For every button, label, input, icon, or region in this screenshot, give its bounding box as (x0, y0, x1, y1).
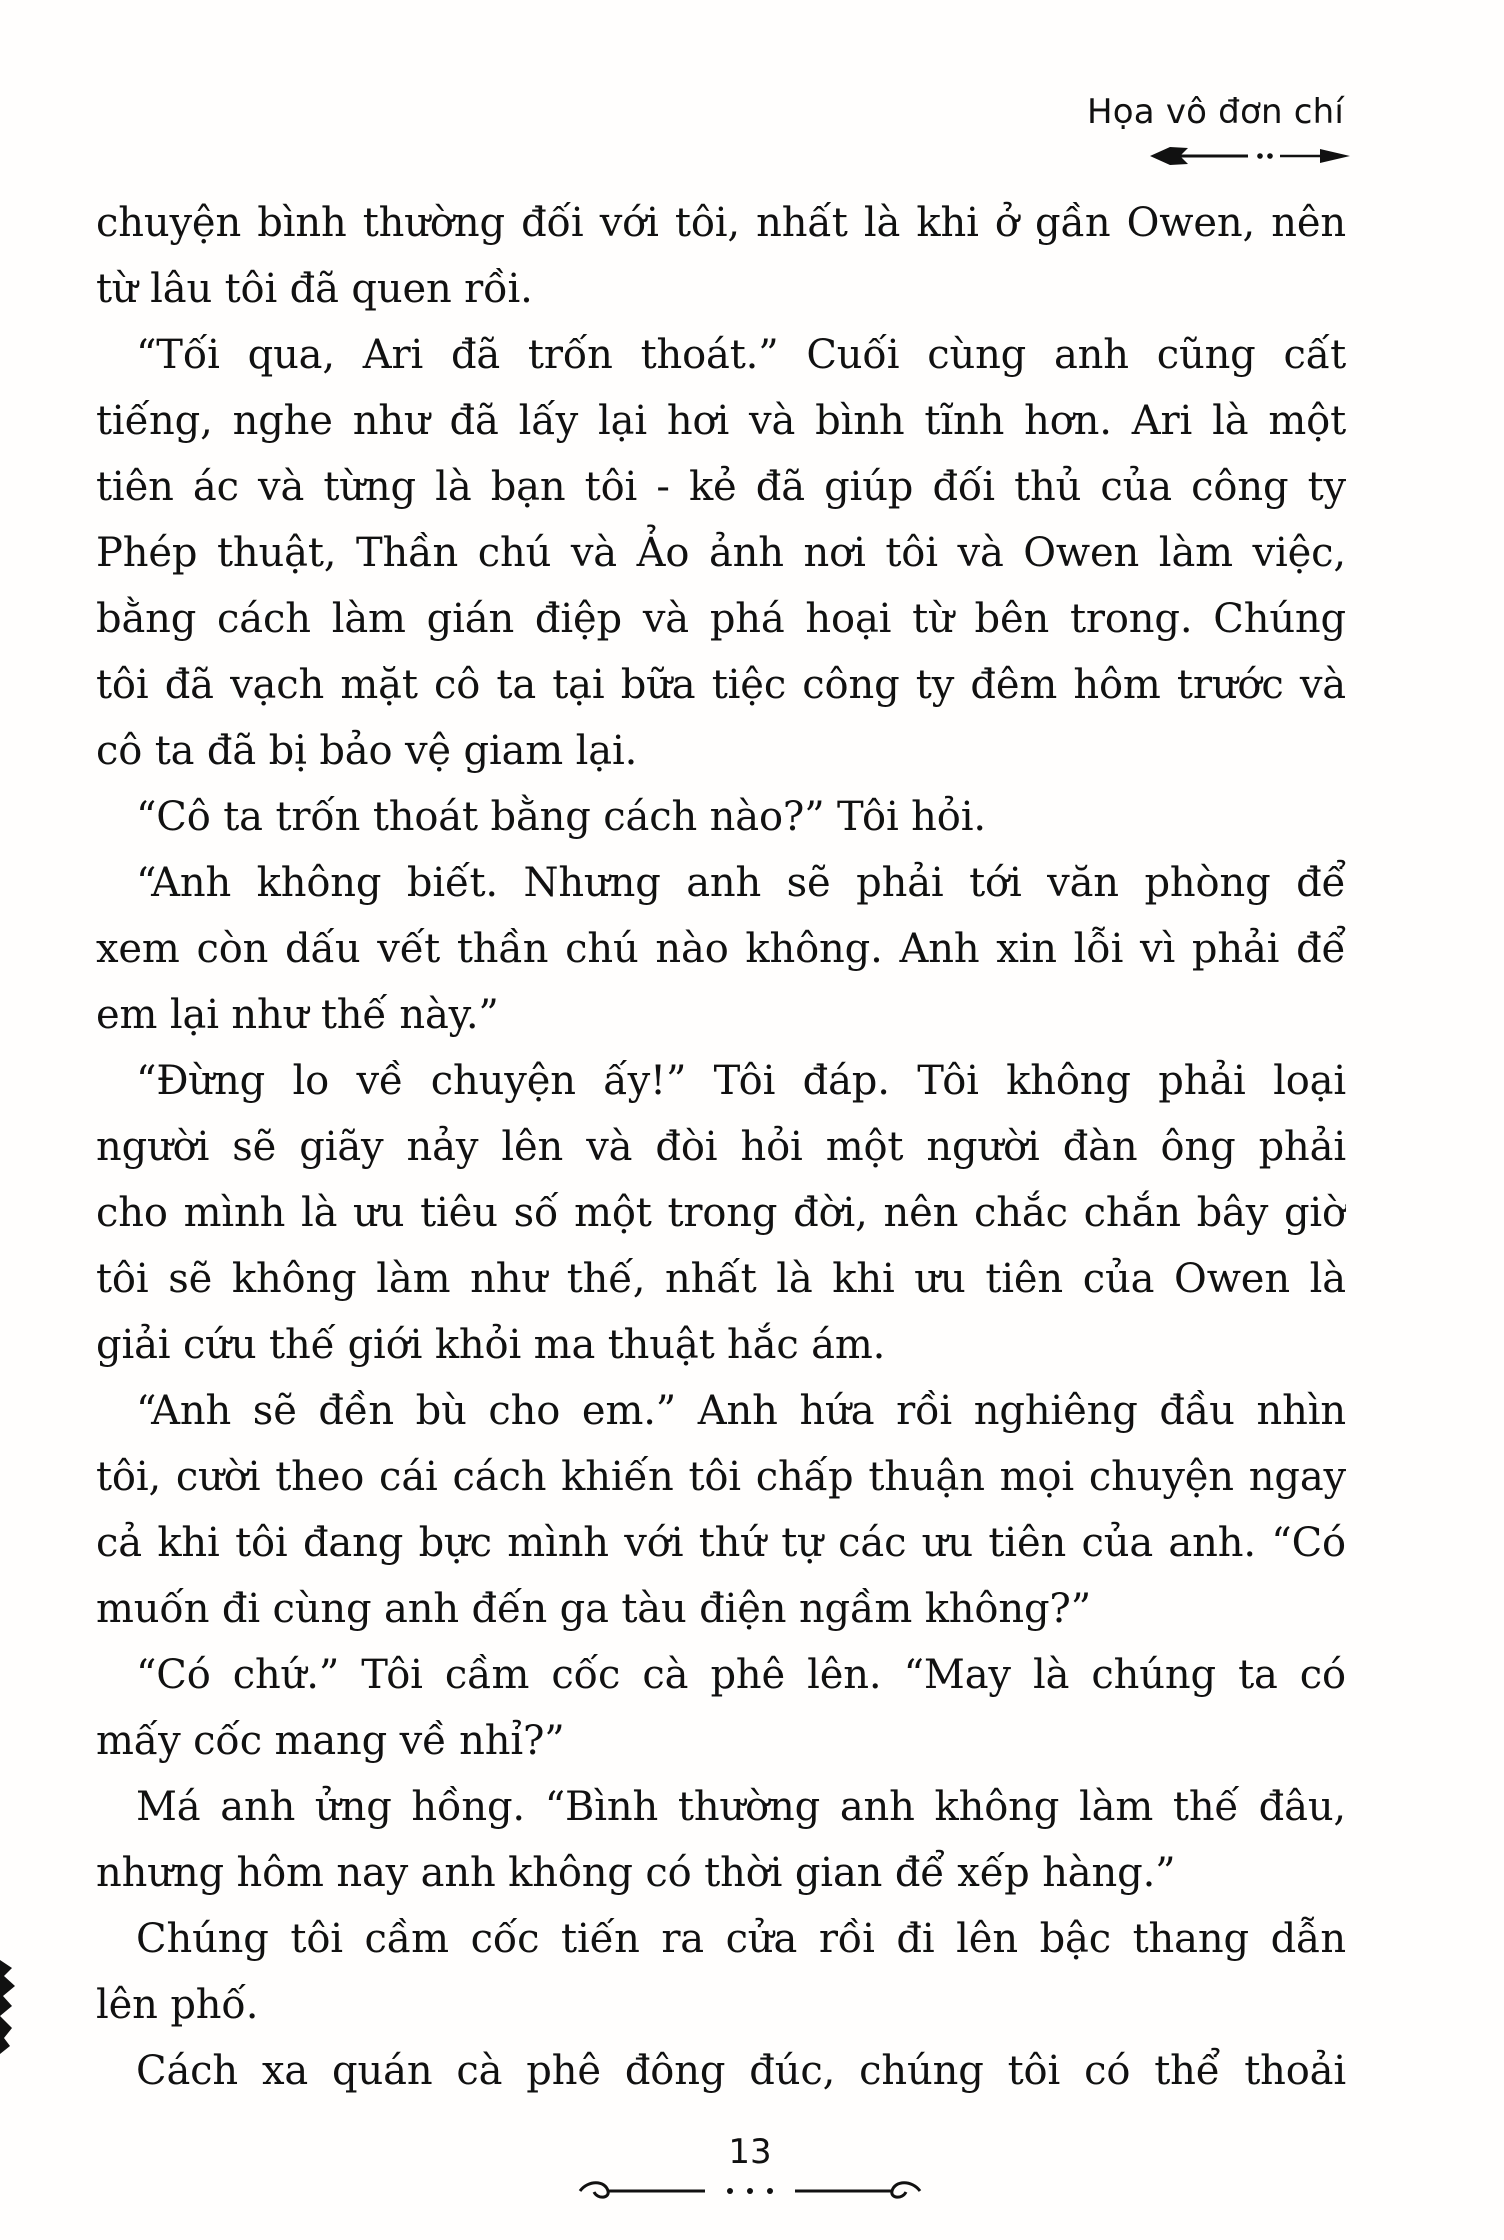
text-line: em lại như thế này.” (96, 992, 499, 1038)
text-line: mấy cốc mang về nhỉ?” (96, 1718, 565, 1764)
text-line: “Đừng lo về chuyện ấy!” Tôi đáp. Tôi không phải loại (136, 1058, 1346, 1104)
text-line: Phép thuật, Thần chú và Ảo ảnh nơi tôi và Owen làm việc, (96, 530, 1346, 576)
text-line: “Tối qua, Ari đã trốn thoát.” Cuối cùng anh cũng cất (136, 332, 1346, 378)
page-footer (500, 2132, 1000, 2222)
paragraph (96, 190, 1346, 322)
text-line: nhưng hôm nay anh không có thời gian để xếp hàng.” (96, 1850, 1176, 1896)
paragraph (96, 1048, 1346, 1378)
text-line: tiên ác và từng là bạn tôi - kẻ đã giúp đối thủ của công ty (96, 464, 1346, 510)
paragraph (96, 1906, 1346, 2038)
paragraph (96, 1774, 1346, 1906)
body-text (96, 190, 1346, 2110)
paragraph (96, 850, 1346, 1048)
text-line: Cách xa quán cà phê đông đúc, chúng tôi có thể thoải (136, 2048, 1346, 2094)
scroll-dots-divider-icon (570, 2176, 930, 2202)
running-header (994, 92, 1354, 182)
text-line: “Có chứ.” Tôi cầm cốc cà phê lên. “May là chúng ta có (136, 1652, 1346, 1698)
paragraph (96, 322, 1346, 784)
running-title: Họa vô đơn chí (1087, 92, 1344, 132)
text-line: giải cứu thế giới khỏi ma thuật hắc ám. (96, 1322, 886, 1368)
text-line: tôi, cười theo cái cách khiến tôi chấp thuận mọi chuyện ngay (96, 1454, 1346, 1500)
text-line: chuyện bình thường đối với tôi, nhất là khi ở gần Owen, nên (96, 200, 1346, 246)
text-line: tiếng, nghe như đã lấy lại hơi và bình tĩnh hơn. Ari là một (96, 398, 1346, 444)
text-line: cô ta đã bị bảo vệ giam lại. (96, 728, 638, 774)
paragraph (96, 1378, 1346, 1642)
text-line: “Anh sẽ đền bù cho em.” Anh hứa rồi nghiêng đầu nhìn (136, 1388, 1346, 1434)
paragraph (96, 2038, 1346, 2104)
text-line: từ lâu tôi đã quen rồi. (96, 266, 533, 312)
text-line: “Cô ta trốn thoát bằng cách nào?” Tôi hỏi. (136, 794, 986, 840)
text-line: “Anh không biết. Nhưng anh sẽ phải tới văn phòng để (136, 860, 1346, 906)
binding-edge-mark (0, 1940, 24, 2080)
text-line: cả khi tôi đang bực mình với thứ tự các ưu tiên của anh. “Có (96, 1520, 1346, 1566)
text-line: Má anh ửng hồng. “Bình thường anh không làm thế đâu, (136, 1784, 1346, 1830)
text-line: Chúng tôi cầm cốc tiến ra cửa rồi đi lên bậc thang dẫn (136, 1916, 1346, 1962)
text-line: xem còn dấu vết thần chú nào không. Anh xin lỗi vì phải để (96, 926, 1346, 972)
text-line: tôi sẽ không làm như thế, nhất là khi ưu tiên của Owen là (96, 1256, 1346, 1302)
text-line: cho mình là ưu tiêu số một trong đời, nên chắc chắn bây giờ (96, 1190, 1346, 1236)
page-number: 13 (728, 2132, 772, 2172)
paragraph (96, 784, 1346, 850)
text-line: tôi đã vạch mặt cô ta tại bữa tiệc công ty đêm hôm trước và (96, 662, 1346, 708)
text-line: lên phố. (96, 1982, 259, 2028)
text-line: bằng cách làm gián điệp và phá hoại từ bên trong. Chúng (96, 596, 1346, 642)
paragraph (96, 1642, 1346, 1774)
feather-arrow-icon (1144, 144, 1354, 168)
text-line: muốn đi cùng anh đến ga tàu điện ngầm không?” (96, 1586, 1092, 1632)
text-line: người sẽ giãy nảy lên và đòi hỏi một người đàn ông phải (96, 1124, 1346, 1170)
